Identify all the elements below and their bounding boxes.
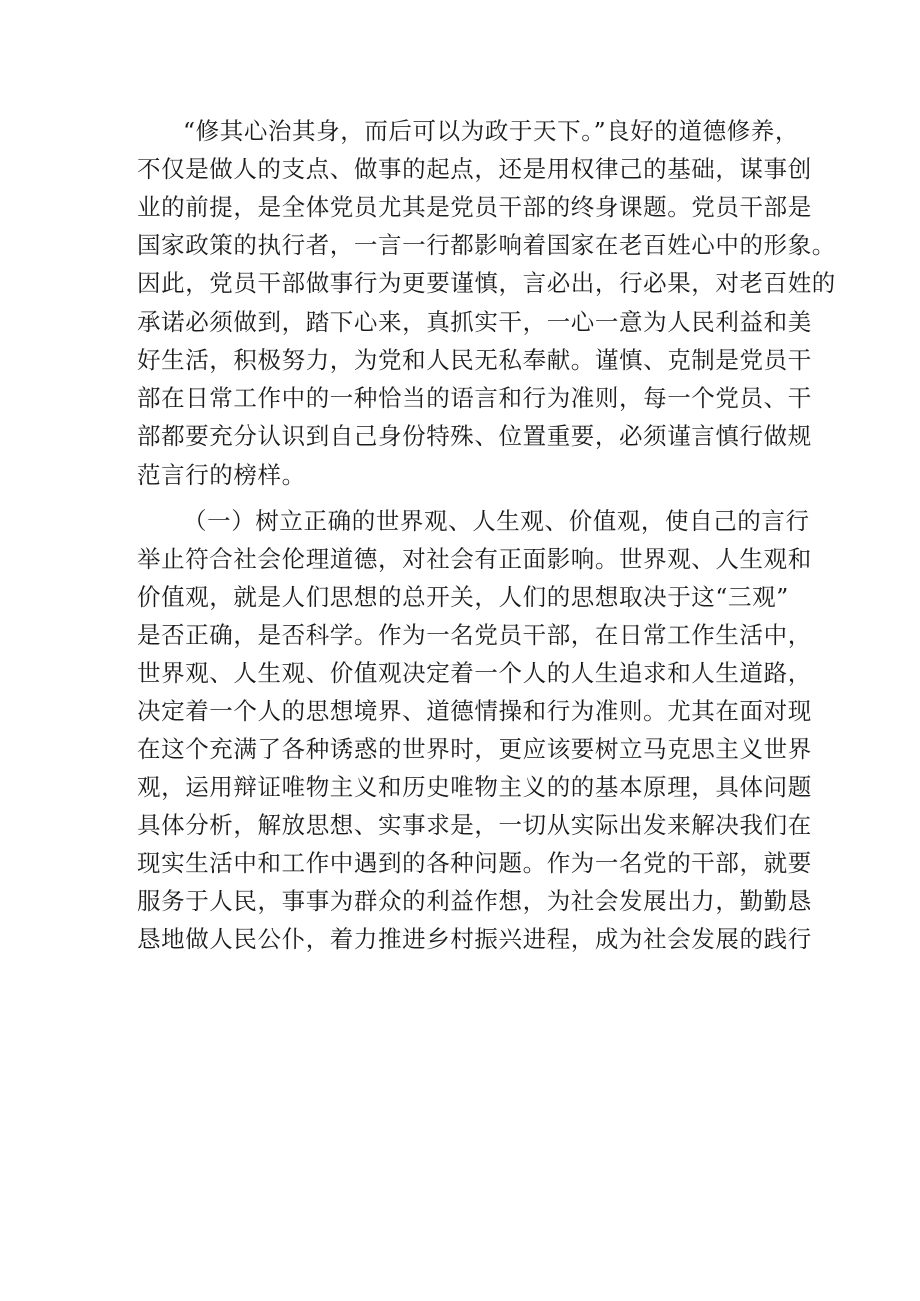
text-line: 在这个充满了各种诱惑的世界时，更应该要树立马克思主义世界 [137, 735, 812, 763]
text-line: 因此，党员干部做事行为更要谨慎，言必出，行必果，对老百姓的 [137, 269, 836, 297]
text-line: 决定着一个人的思想境界、道德情操和行为准则。尤其在面对现 [137, 697, 812, 725]
text-line: 范言行的榜样。 [137, 461, 306, 489]
text-line: （一）树立正确的世界观、人生观、价值观，使自己的言行 [183, 507, 810, 535]
text-line: 好生活，积极努力，为党和人民无私奉献。谨慎、克制是党员干 [137, 346, 812, 374]
text-line: 是否正确，是否科学。作为一名党员干部，在日常工作生活中， [137, 621, 812, 649]
text-line: 价值观，就是人们思想的总开关，人们的思想取决于这“三观” [137, 583, 789, 611]
text-line: 现实生活中和工作中遇到的各种问题。作为一名党的干部，就要 [137, 849, 812, 877]
text-line: 具体分析，解放思想、实事求是，一切从实际出发来解决我们在 [137, 811, 812, 839]
text-line: 部都要充分认识到自己身份特殊、位置重要，必须谨言慎行做规 [137, 422, 812, 450]
text-line: 世界观、人生观、价值观决定着一个人的人生追求和人生道路， [137, 659, 812, 687]
text-line: “修其心治其身，而后可以为政于天下。”良好的道德修养， [183, 117, 799, 145]
text-line: 恳地做人民公仆，着力推进乡村振兴进程，成为社会发展的践行 [137, 925, 812, 953]
text-line: 业的前提，是全体党员尤其是党员干部的终身课题。党员干部是 [137, 193, 812, 221]
text-line: 服务于人民，事事为群众的利益作想，为社会发展出力，勤勤恳 [137, 887, 812, 915]
text-line: 不仅是做人的支点、做事的起点，还是用权律己的基础，谋事创 [137, 155, 812, 183]
text-line: 举止符合社会伦理道德，对社会有正面影响。世界观、人生观和 [137, 545, 812, 573]
text-line: 部在日常工作中的一种恰当的语言和行为准则，每一个党员、干 [137, 384, 812, 412]
text-line: 观，运用辩证唯物主义和历史唯物主义的的基本原理，具体问题 [137, 773, 812, 801]
text-line: 承诺必须做到，踏下心来，真抓实干，一心一意为人民利益和美 [137, 308, 812, 336]
text-line: 国家政策的执行者，一言一行都影响着国家在老百姓心中的形象。 [137, 231, 836, 259]
